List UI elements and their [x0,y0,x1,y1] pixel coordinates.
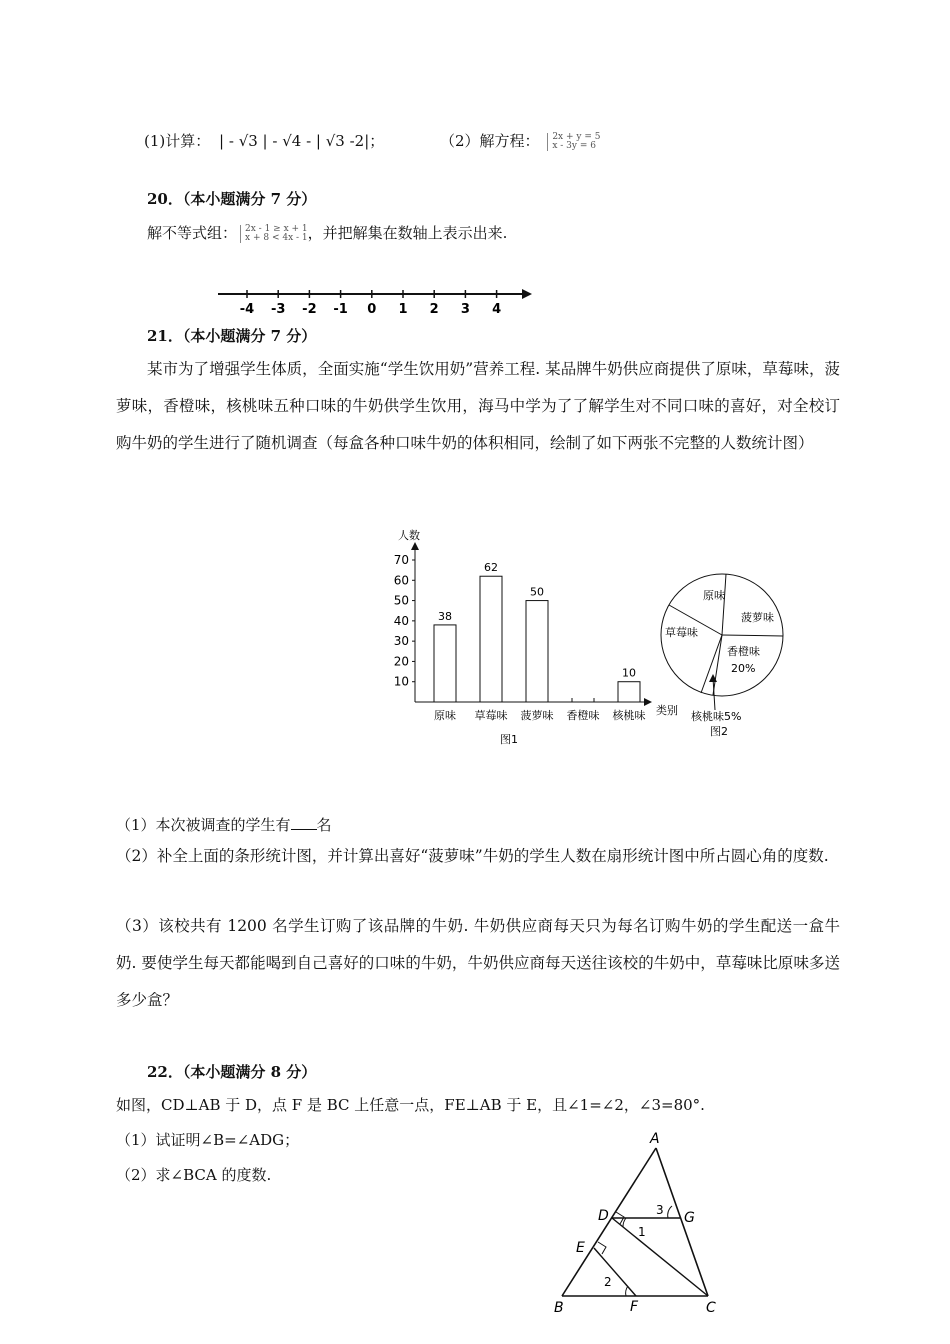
q19-eq-line1: 2x + y = 5 [552,132,601,142]
pie-label-caomeiwei: 草莓味 [665,626,698,639]
q22-heading: 22．（本小题满分 8 分） [147,1063,317,1081]
q22-sub2: （2）求∠BCA 的度数. [116,1166,272,1184]
pie-label-boluowei: 菠萝味 [741,611,774,624]
q19-part1-expression: | - √3 | - √4 - | √3 -2|； [219,132,385,150]
angle-label-2: 2 [604,1275,612,1289]
pie-label-hetaowei: 核桃味5% [691,710,742,723]
pie-chart-title: 图2 [710,725,728,738]
pie-label-xiangchengwei: 香橙味 [727,645,760,658]
number-line-tick-label: 0 [367,302,377,317]
bar-chart-x-arrow [644,698,652,706]
segment-ab [562,1148,656,1296]
q21-heading: 21．（本小题满分 7 分） [147,327,317,345]
bar-category-label: 核桃味 [612,709,646,722]
bar-chart-ytick-label: 20 [393,654,409,669]
q20-heading: 20．（本小题满分 7 分） [147,190,317,208]
right-angle-e [598,1242,606,1254]
number-line-tick-label: -2 [302,302,317,317]
pie-value-xiangchengwei: 20% [731,662,756,675]
q20-prefix: 解不等式组： [147,224,238,242]
number-line-tick-label: -1 [333,302,348,317]
bar-chart-xlabel: 类别 [656,704,678,717]
bar-chart-title: 图1 [500,733,518,746]
bar-4 [618,682,640,702]
number-line-tick-label: 4 [492,302,502,317]
q19-eq-line2: x - 3y = 6 [552,141,596,151]
number-line [210,282,540,318]
bar-chart-ytick-label: 70 [393,553,409,567]
bar-data-label: 50 [530,585,544,599]
segment-ac [656,1148,708,1296]
q20-inequality-system [240,225,308,243]
number-line-tick-label: 2 [429,302,439,317]
bar-chart-y-arrow [411,542,419,550]
q21-sub1-prefix: （1）本次被调查的学生有 [116,816,291,834]
q20-suffix: ，并把解集在数轴上表示出来. [307,224,508,242]
q20-prompt [147,222,507,243]
q22-intro: 如图，CD⊥AB 于 D，点 F 是 BC 上任意一点，FE⊥AB 于 E，且∠1=∠2，∠3=80°. [116,1096,705,1114]
bar-category-label: 草莓味 [474,709,508,722]
bar-0 [434,625,456,702]
point-label-b: B [554,1300,564,1316]
bar-category-label: 菠萝味 [520,709,554,722]
number-line-tick-label: 3 [460,302,470,317]
bar-category-label: 香橙味 [566,709,600,722]
point-label-e: E [576,1240,585,1256]
point-label-g: G [684,1210,695,1226]
q20-ineq-line1: 2x - 1 ≥ x + 1 [245,224,308,234]
angle-label-3: 3 [656,1203,664,1217]
bar-category-label: 原味 [434,709,456,722]
q19-part2-label: （2）解方程： [440,132,540,150]
bar-data-label: 38 [438,609,452,623]
bar-chart-ytick-label: 10 [393,674,409,689]
point-label-c: C [706,1300,716,1316]
q21-sub3: （3）该校共有 1200 名学生订购了该品牌的牛奶. 牛奶供应商每天只为每名订购牛奶的学生配送一盒牛奶. 要使学生每天都能喝到自己喜好的口味的牛奶，牛奶供应商每天送往该校的牛奶中，草莓味比原味多送多少盒？ [116,917,840,1009]
number-line-tick-label: 1 [398,302,408,317]
bar-1 [480,576,502,702]
bar-data-label: 62 [484,561,498,575]
bar-2 [526,601,548,702]
point-label-a: A [650,1131,660,1147]
q19-part1-label: (1)计算： [144,132,211,150]
q19-equation-system [547,133,600,151]
q21-answer-blank[interactable] [291,814,317,830]
bar-data-label: 10 [622,666,636,680]
angle-label-1: 1 [638,1225,646,1239]
number-line-tick-label: -4 [239,302,255,317]
number-line-tick-label: -3 [270,302,286,317]
q19-part2 [440,130,600,151]
pie-label-yuanwei: 原味 [703,589,725,602]
angle-mark-3 [668,1206,672,1218]
bar-chart-ylabel: 人数 [398,529,420,542]
bar-chart-ytick-label: 60 [393,573,409,588]
bar-chart-ytick-label: 40 [393,613,409,628]
q21-intro: 某市为了增强学生体质，全面实施“学生饮用奶”营养工程. 某品牌牛奶供应商提供了原味，草莓味，菠萝味，香橙味，核桃味五种口味的牛奶供学生饮用，海马中学为了了解学生对不同口味的喜好，对全校订购牛奶的学生进行了随机调查（每盒各种口味牛奶的体积相同，绘制了如下两张不完整的人数统计图） [116,360,840,452]
point-label-d: D [598,1208,609,1224]
q21-sub2: （2）补全上面的条形统计图，并计算出喜好“菠萝味”牛奶的学生人数在扇形统计图中所占圆心角的度数. [116,847,829,865]
pie-chart-figure-2 [655,570,795,742]
segment-ef [594,1248,636,1296]
bar-chart-ytick-label: 30 [393,634,409,649]
point-label-f: F [630,1299,639,1315]
q20-ineq-line2: x + 8 < 4x - 1 [245,233,308,243]
angle-mark-1 [623,1218,626,1227]
q21-sub1 [116,814,332,835]
q21-sub1-suffix: 名 [316,816,332,834]
bar-chart-ytick-label: 50 [393,593,409,608]
q19-line [144,130,384,151]
number-line-arrow [522,289,532,299]
triangle-figure [550,1128,730,1318]
bar-chart-figure-1 [380,522,700,750]
q22-sub1: （1）试证明∠B=∠ADG； [116,1131,300,1149]
